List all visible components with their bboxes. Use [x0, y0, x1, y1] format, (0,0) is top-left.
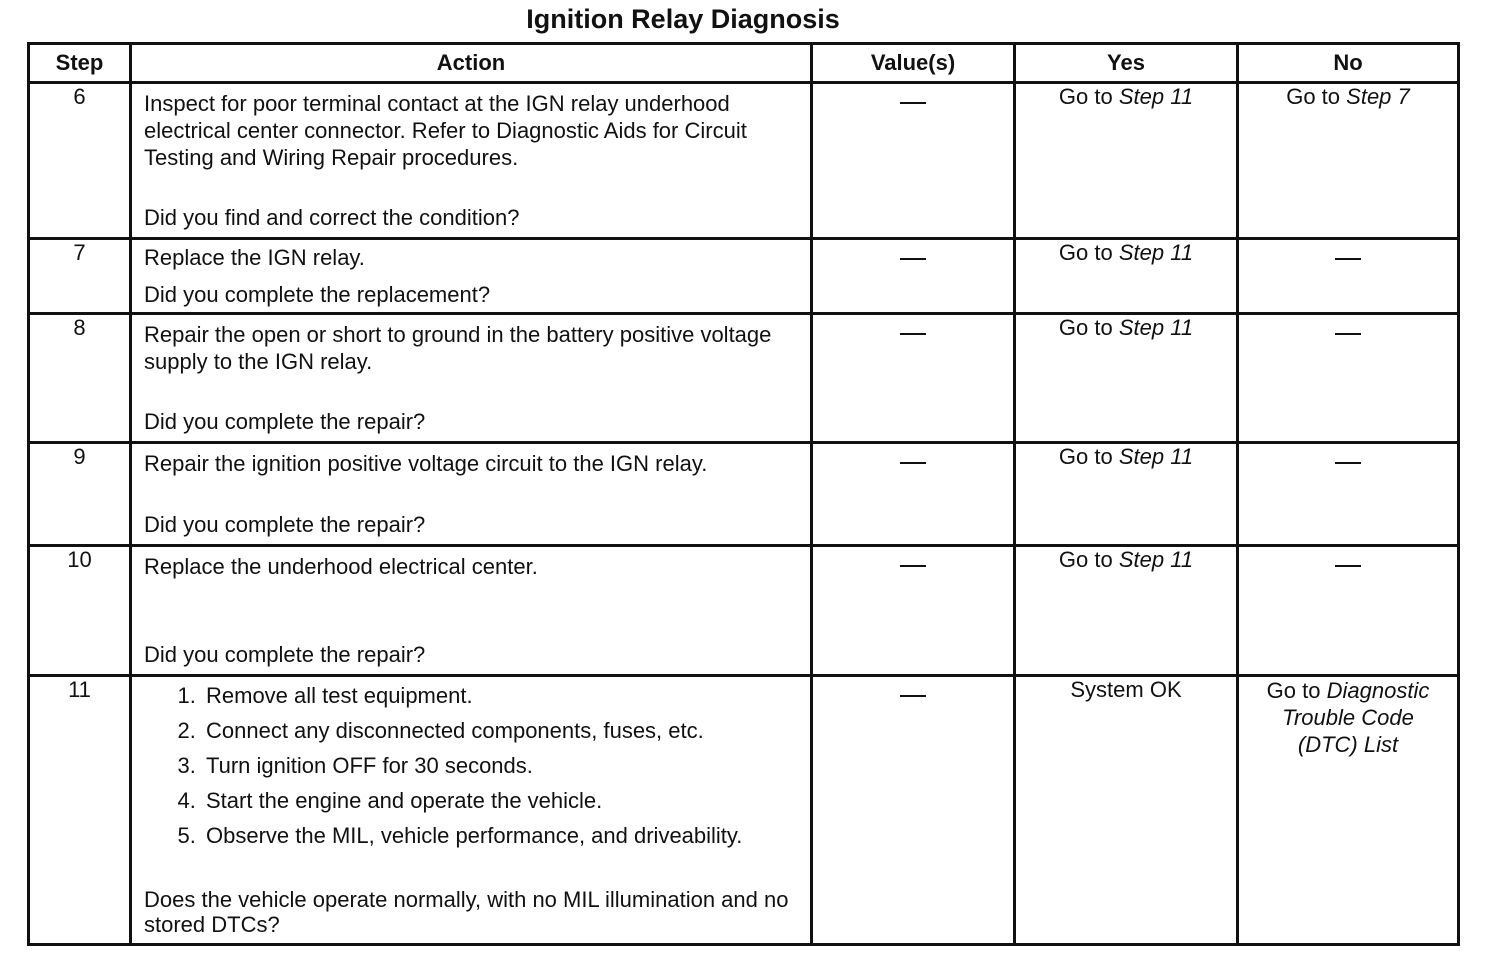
header-step: Step: [29, 44, 131, 83]
table-row: [29, 443, 1459, 546]
no-outcome: [1238, 83, 1459, 239]
yes-outcome: [1015, 314, 1238, 443]
table-row: [29, 546, 1459, 676]
yes-link[interactable]: Step 11: [1118, 547, 1194, 572]
goto-text: Go to: [1058, 444, 1113, 469]
page-title: Ignition Relay Diagnosis: [526, 4, 840, 34]
dash-value: [1335, 258, 1361, 260]
table-row: [29, 239, 1459, 314]
dash-value: [900, 333, 926, 335]
substep-item: 2. Connect any disconnected components, fuses, etc.: [202, 718, 798, 743]
no-outcome: [1238, 443, 1459, 546]
yes-outcome: System OK: [1015, 676, 1238, 945]
substep-item: 4. Start the engine and operate the vehicle.: [202, 788, 798, 813]
action-question: Does the vehicle operate normally, with no MIL illumination and no stored DTCs?: [144, 887, 789, 937]
action-question: Did you complete the repair?: [144, 512, 426, 537]
action-question: Did you complete the repair?: [144, 642, 426, 667]
goto-text: Go to: [1266, 678, 1321, 703]
diagnosis-table: [27, 42, 1460, 946]
no-outcome: [1238, 239, 1459, 314]
substep-list: [144, 683, 798, 852]
yes-outcome: [1015, 546, 1238, 676]
no-outcome: [1238, 546, 1459, 676]
step-number: 10: [29, 546, 131, 676]
table-row: [29, 676, 1459, 945]
action-question: Did you find and correct the condition?: [144, 205, 520, 230]
goto-text: Go to: [1058, 240, 1113, 265]
action-text: Repair the open or short to ground in the battery positive voltage supply to the IGN relay.: [144, 322, 772, 374]
yes-link[interactable]: Step 11: [1118, 315, 1194, 340]
yes-outcome: [1015, 239, 1238, 314]
goto-text: Go to: [1286, 84, 1341, 109]
substep-item: 5. Observe the MIL, vehicle performance, and driveability.: [202, 823, 798, 848]
yes-link[interactable]: Step 11: [1118, 444, 1194, 469]
no-link[interactable]: Step 7: [1346, 84, 1410, 109]
dash-value: [900, 565, 926, 567]
no-outcome: [1238, 314, 1459, 443]
yes-link[interactable]: Step 11: [1118, 240, 1194, 265]
action-text: Replace the IGN relay.: [144, 245, 365, 270]
substep-item: 3. Turn ignition OFF for 30 seconds.: [202, 753, 798, 778]
dash-value: [900, 258, 926, 260]
step-number: 9: [29, 443, 131, 546]
step-number: 11: [29, 676, 131, 945]
goto-text: Go to: [1058, 84, 1113, 109]
goto-text: Go to: [1058, 315, 1113, 340]
action-text: Replace the underhood electrical center.: [144, 554, 538, 579]
step-number: 8: [29, 314, 131, 443]
dash-value: [1335, 565, 1361, 567]
dash-value: [900, 695, 926, 697]
action-text: Repair the ignition positive voltage circuit to the IGN relay.: [144, 451, 708, 476]
table-row: [29, 83, 1459, 239]
action-question: Did you complete the replacement?: [144, 282, 491, 307]
dash-value: [1335, 462, 1361, 464]
table-row: [29, 314, 1459, 443]
dash-value: [1335, 333, 1361, 335]
header-row: [29, 44, 1459, 83]
header-values: Value(s): [812, 44, 1015, 83]
goto-text: Go to: [1058, 547, 1113, 572]
yes-outcome: [1015, 443, 1238, 546]
action-text: Inspect for poor terminal contact at the IGN relay underhood electrical center connector. Refer to Diagnostic Aids for Circuit Testing and Wiring Repair procedures.: [144, 91, 747, 170]
dash-value: [900, 462, 926, 464]
header-action: Action: [131, 44, 812, 83]
no-link[interactable]: Diagnostic Trouble Code (DTC) List: [1282, 678, 1430, 757]
step-number: 6: [29, 83, 131, 239]
yes-link[interactable]: Step 11: [1118, 84, 1194, 109]
substep-item: 1. Remove all test equipment.: [202, 683, 798, 708]
header-yes: Yes: [1015, 44, 1238, 83]
header-no: No: [1238, 44, 1459, 83]
step-number: 7: [29, 239, 131, 314]
dash-value: [900, 102, 926, 104]
yes-outcome: [1015, 83, 1238, 239]
action-question: Did you complete the repair?: [144, 409, 426, 434]
no-outcome: [1238, 676, 1459, 945]
